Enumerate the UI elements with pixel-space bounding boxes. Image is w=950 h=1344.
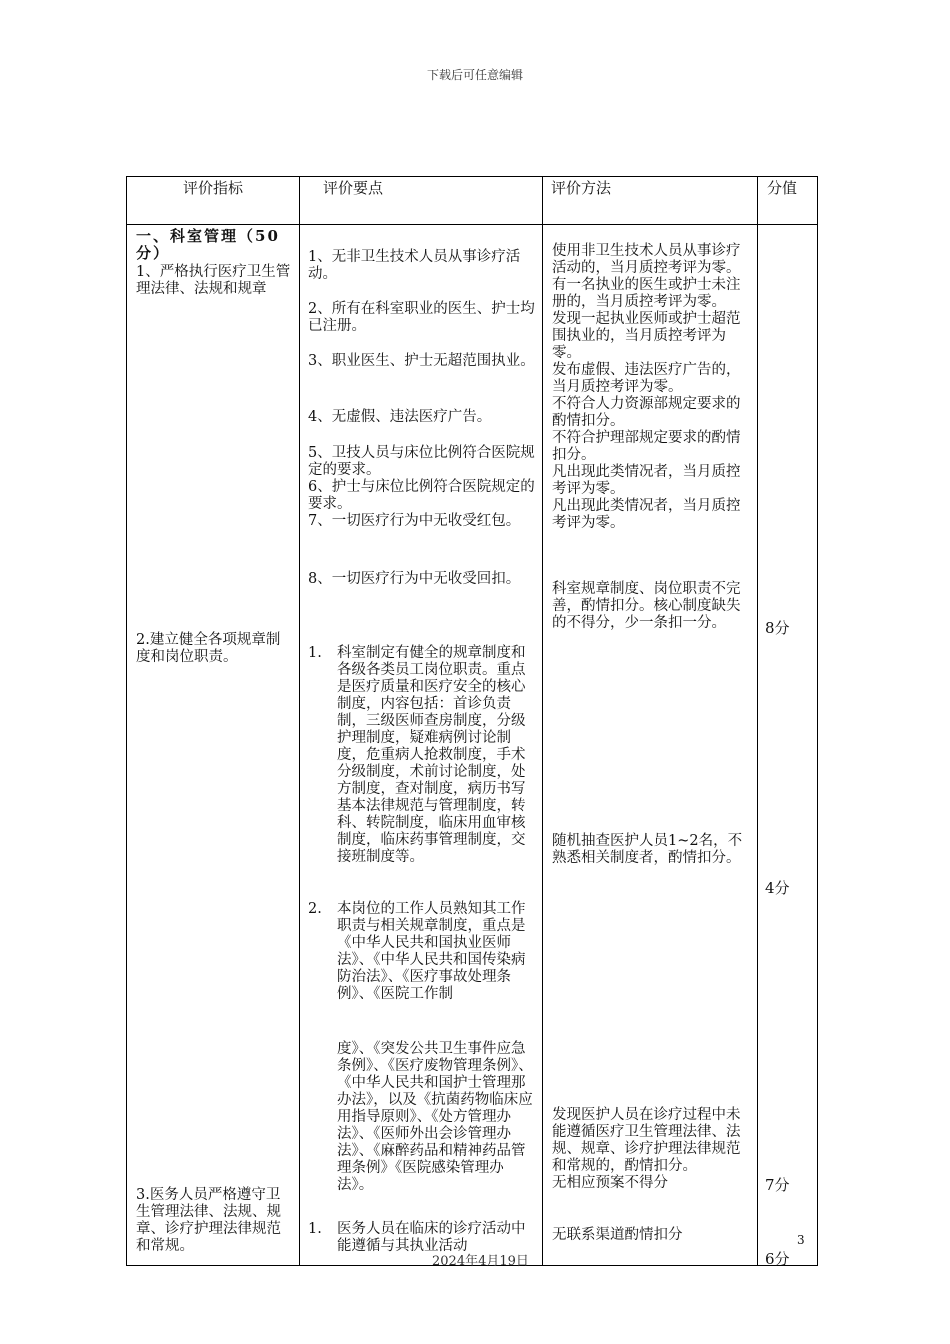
list-item-duties-cont: 度》、《突发公共卫生事件应急条例》、《医疗废物管理条例》、《中华人民共和国护士管理那办法》，以及《抗菌药物临床应用指导原则》、《处方管理办法》、《医师外出会诊管理办法》、《麻醉药品和精神药品管理条例》《医院感染管理办法》。 — [337, 1041, 533, 1193]
indicator-3: 3.医务人员严格遵守卫生管理法律、法规、规章、诊疗护理法律规范和常规。 — [136, 1187, 281, 1254]
indicator-1: 1、严格执行医疗卫生管理法律、法规和规章 — [136, 264, 291, 297]
column-divider — [757, 177, 758, 1265]
list-item-duties: 本岗位的工作人员熟知其工作职责与相关规章制度，重点是《中华人民共和国执业医师法》、《中华人民共和国传染病防治法》、《医疗事故处理条例》、《医院工作制 — [337, 901, 526, 1002]
header-method: 评价方法 — [551, 179, 612, 197]
point-8: 8、一切医疗行为中无收受回扣。 — [308, 571, 521, 587]
method-4: 发现医护人员在诊疗过程中未能遵循医疗卫生管理法律、法规、规章、诊疗护理法律规范和常规的，酌情扣分。 无相应预案不得分 — [552, 1107, 741, 1191]
point-2: 2、所有在科室职业的医生、护士均已注册。 — [308, 301, 535, 334]
list-item-rules: 科室制定有健全的规章制度和各级各类员工岗位职责。重点是医疗质量和医疗安全的核心制度，内容包括：首诊负责制，三级医师查房制度，分级护理制度，疑难病例讨论制度，危重病人抢救制度，手术分级制度，术前讨论制度，处方制度，查对制度，病历书写基本法律规范与管理制度，转科、转院制度，临床用血审核制度，临床药事管理制度，交接班制度等。 — [337, 645, 526, 865]
header-indicator: 评价指标 — [183, 179, 244, 197]
point-1: 1、无非卫生技术人员从事诊疗活动。 — [308, 249, 521, 282]
list-item-compliance: 医务人员在临床的诊疗活动中能遵循与其执业活动 — [337, 1221, 526, 1254]
score-1: 8分 — [765, 619, 790, 637]
method-1: 使用非卫生技术人员从事诊疗活动的，当月质控考评为零。 有一名执业的医生或护士未注册的，当月质控考评为零。 发现一起执业医师或护士超范围执业的，当月质控考评为零。 发布虚假、违法医疗广告的，当月质控考评为零。 不符合人力资源部规定要求的酌情扣分。 不符合护理部规定要求的酌情扣分。 凡出现此类情况者，当月质控考评为零。 凡出现此类情况者，当月质控考评为零。 — [552, 243, 741, 531]
list-number: 2. — [308, 901, 322, 917]
header-score: 分值 — [767, 179, 798, 197]
score-2: 4分 — [765, 879, 790, 897]
indicator-2: 2.建立健全各项规章制度和岗位职责。 — [136, 632, 281, 665]
column-divider — [299, 177, 300, 1265]
list-number: 1. — [308, 645, 322, 661]
score-4: 6分 — [765, 1250, 790, 1268]
header-note: 下载后可任意编辑 — [426, 68, 523, 82]
list-number: 1. — [308, 1221, 322, 1237]
column-divider — [542, 177, 543, 1265]
header-points: 评价要点 — [323, 179, 384, 197]
page-number: 3 — [797, 1233, 805, 1247]
point-5-7: 5、卫技人员与床位比例符合医院规定的要求。 6、护士与床位比例符合医院规定的要求。 7、一切医疗行为中无收受红包。 — [308, 445, 535, 529]
header-divider — [127, 224, 817, 225]
section-title: 一、科室管理（50分） — [136, 227, 280, 262]
method-3: 随机抽查医护人员1~2名，不熟悉相关制度者，酌情扣分。 — [552, 833, 743, 866]
score-3: 7分 — [765, 1176, 790, 1194]
method-2: 科室规章制度、岗位职责不完善，酌情扣分。核心制度缺失的不得分，少一条扣一分。 — [552, 581, 741, 631]
point-3: 3、职业医生、护士无超范围执业。 — [308, 353, 535, 369]
method-5: 无联系渠道酌情扣分 — [552, 1227, 683, 1243]
evaluation-table — [126, 176, 818, 1266]
footer-date: 2024年4月19日 — [432, 1254, 529, 1269]
point-4: 4、无虚假、违法医疗广告。 — [308, 409, 492, 425]
